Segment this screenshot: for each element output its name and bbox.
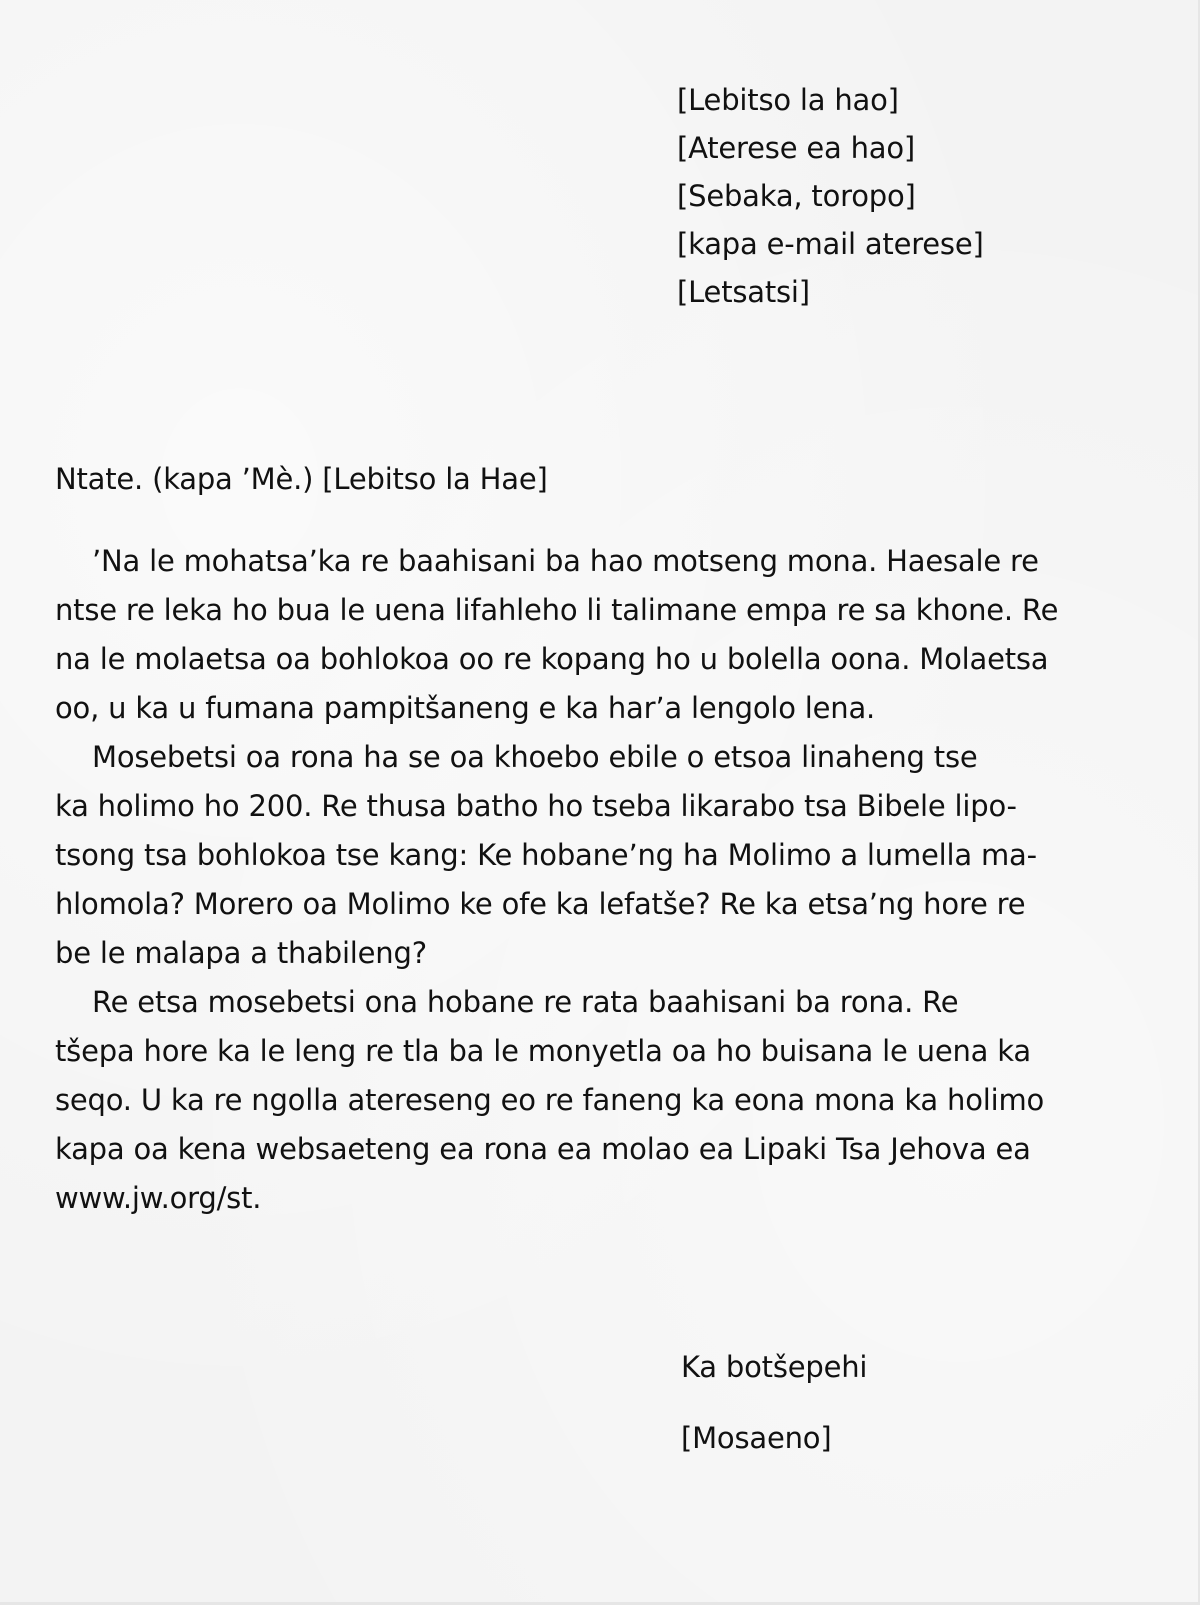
sender-place: [Sebaka, toropo] (677, 179, 916, 213)
body-line: oo, u ka u fumana pampitšaneng e ka har’a lengolo lena. (55, 691, 876, 725)
salutation: Ntate. (kapa ’Mè.) [Lebitso la Hae] (55, 462, 548, 496)
letter-body (55, 537, 1145, 1223)
sender-email: [kapa e-mail aterese] (677, 227, 984, 261)
sender-address-block (677, 76, 984, 316)
body-line: ntse re leka ho bua le uena lifahleho li talimane empa re sa khone. Re (55, 593, 1059, 627)
closing: Ka botšepehi (681, 1350, 868, 1384)
body-line: na le molaetsa oa bohlokoa oo re kopang ho u bolella oona. Molaetsa (55, 642, 1049, 676)
paragraph-2 (55, 733, 1145, 978)
signature-placeholder: [Mosaeno] (681, 1421, 832, 1455)
paragraph-3 (55, 978, 1145, 1223)
body-line: tsong tsa bohlokoa tse kang: Ke hobane’ng ha Molimo a lumella ma- (55, 838, 1037, 872)
body-line: ’Na le mohatsa’ka re baahisani ba hao motseng mona. Haesale re (92, 544, 1039, 578)
body-line: be le malapa a thabileng? (55, 936, 427, 970)
body-line: ka holimo ho 200. Re thusa batho ho tseba likarabo tsa Bibele lipo- (55, 789, 1017, 823)
website-line: www.jw.org/st. (55, 1181, 262, 1215)
body-line: Mosebetsi oa rona ha se oa khoebo ebile o etsoa linaheng tse (92, 740, 978, 774)
body-line: seqo. U ka re ngolla atereseng eo re faneng ka eona mona ka holimo (55, 1083, 1045, 1117)
sender-name: [Lebitso la hao] (677, 83, 899, 117)
body-line: kapa oa kena websaeteng ea rona ea molao ea Lipaki Tsa Jehova ea (55, 1132, 1031, 1166)
body-line: Re etsa mosebetsi ona hobane re rata baahisani ba rona. Re (92, 985, 959, 1019)
body-line: hlomola? Morero oa Molimo ke ofe ka lefatše? Re ka etsa’ng hore re (55, 887, 1026, 921)
paragraph-1 (55, 537, 1145, 733)
sender-date: [Letsatsi] (677, 275, 810, 309)
sender-address: [Aterese ea hao] (677, 131, 915, 165)
body-line: tšepa hore ka le leng re tla ba le monyetla oa ho buisana le uena ka (55, 1034, 1031, 1068)
